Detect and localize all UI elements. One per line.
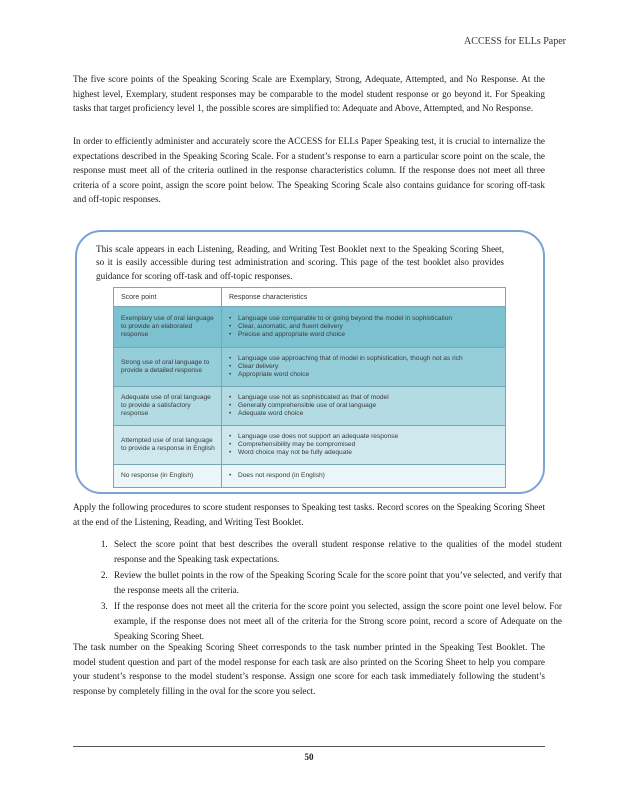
score-point-cell: Adequate use of oral language to provide a satisfactory response — [114, 387, 222, 426]
characteristics-list — [229, 315, 501, 340]
score-point-cell: Attempted use of oral language to provide a response in English — [114, 426, 222, 465]
characteristic-item: • Generally comprehensible use of oral language — [229, 402, 501, 410]
score-point-cell: No response (in English) — [114, 465, 222, 488]
characteristic-item: • Appropriate word choice — [229, 371, 501, 379]
table-row — [114, 465, 506, 488]
characteristics-list — [229, 472, 501, 480]
response-characteristics-cell — [222, 387, 506, 426]
paragraph-task-number: The task number on the Speaking Scoring Sheet corresponds to the task number printed in the Speaking Test Booklet. The model student question and part of the model response for each task are also printed on the Scoring Sheet to help you compare your student’s response to the model student’s response. Assign one score for each task immediately following the student’s response by completely filling in the oval for the score you select. — [73, 642, 545, 696]
characteristic-item: • Clear, automatic, and fluent delivery — [229, 323, 501, 331]
response-characteristics-cell — [222, 465, 506, 488]
response-characteristics-cell — [222, 307, 506, 348]
table-row — [114, 348, 506, 387]
table-row — [114, 387, 506, 426]
page-number: 50 — [304, 752, 314, 762]
paragraph-score-points: The five score points of the Speaking Scoring Scale are Exemplary, Strong, Adequate, Attempted, and No Response. At the highest level, Exemplary, student responses may be comparable to the model student response or go beyond it. For Speaking tasks that target proficiency level 1, the possible scores are simplified to: Adequate and Above, Attempted, and No Response. — [73, 74, 545, 114]
procedure-step: 1. Select the score point that best describes the overall student response relative to the qualities of the model student response and the Speaking task expectations. — [110, 537, 562, 566]
running-header: ACCESS for ELLs Paper — [464, 36, 566, 47]
footer-rule — [73, 746, 545, 747]
procedure-steps-list — [92, 537, 562, 645]
characteristic-item: • Word choice may not be fully adequate — [229, 449, 501, 457]
paragraph-apply-procedures: Apply the following procedures to score student responses to Speaking test tasks. Record scores on the Speaking Scoring Sheet at the end of the Listening, Reading, and Writing Test Booklet. — [73, 502, 545, 527]
characteristic-item: • Language use does not support an adequate response — [229, 433, 501, 441]
speaking-scoring-scale-table — [113, 287, 506, 488]
score-point-cell: Exemplary use of oral language to provide an elaborated response — [114, 307, 222, 348]
characteristics-list — [229, 433, 501, 458]
table-header-row — [114, 288, 506, 307]
procedure-step: 3. If the response does not meet all the criteria for the score point you selected, assign the score point one level below. For example, if the response does not meet all of the criteria for the Strong score point, record a score of Adequate on the Speaking Scoring Sheet. — [110, 599, 562, 643]
response-characteristics-cell — [222, 426, 506, 465]
table-row — [114, 426, 506, 465]
header-score-point: Score point — [114, 288, 222, 307]
characteristics-list — [229, 394, 501, 419]
table-row — [114, 307, 506, 348]
callout-text: This scale appears in each Listening, Reading, and Writing Test Booklet next to the Speaking Scoring Sheet, so it is easily accessible during test administration and scoring. This page of the test booklet also provides guidance for scoring off-task and off-topic responses. — [96, 244, 504, 281]
characteristic-item: • Precise and appropriate word choice — [229, 331, 501, 339]
characteristic-item: • Language use comparable to or going beyond the model in sophistication — [229, 315, 501, 323]
characteristic-item: • Language use not as sophisticated as that of model — [229, 394, 501, 402]
procedure-step: 2. Review the bullet points in the row of the Speaking Scoring Scale for the score point that you’ve selected, and verify that the response meets all the criteria. — [110, 568, 562, 597]
header-response-characteristics: Response characteristics — [222, 288, 506, 307]
characteristic-item: • Clear delivery — [229, 363, 501, 371]
characteristics-list — [229, 355, 501, 380]
response-characteristics-cell — [222, 348, 506, 387]
score-point-cell: Strong use of oral language to provide a detailed response — [114, 348, 222, 387]
characteristic-item: • Comprehensibility may be compromised — [229, 441, 501, 449]
characteristic-item: • Language use approaching that of model in sophistication, though not as rich — [229, 355, 501, 363]
characteristic-item: • Adequate word choice — [229, 410, 501, 418]
characteristic-item: • Does not respond (in English) — [229, 472, 501, 480]
paragraph-internalize-expectations: In order to efficiently administer and accurately score the ACCESS for ELLs Paper Speaking test, it is crucial to internalize the expectations described in the Speaking Scoring Scale. For a student’s response to earn a particular score point on the scale, the response must meet all of the criteria outlined in the response characteristics column. If the response does not meet all three criteria of a score point, assign the score point below. The Speaking Scoring Scale also contains guidance for scoring off-task and off-topic responses. — [73, 136, 545, 205]
